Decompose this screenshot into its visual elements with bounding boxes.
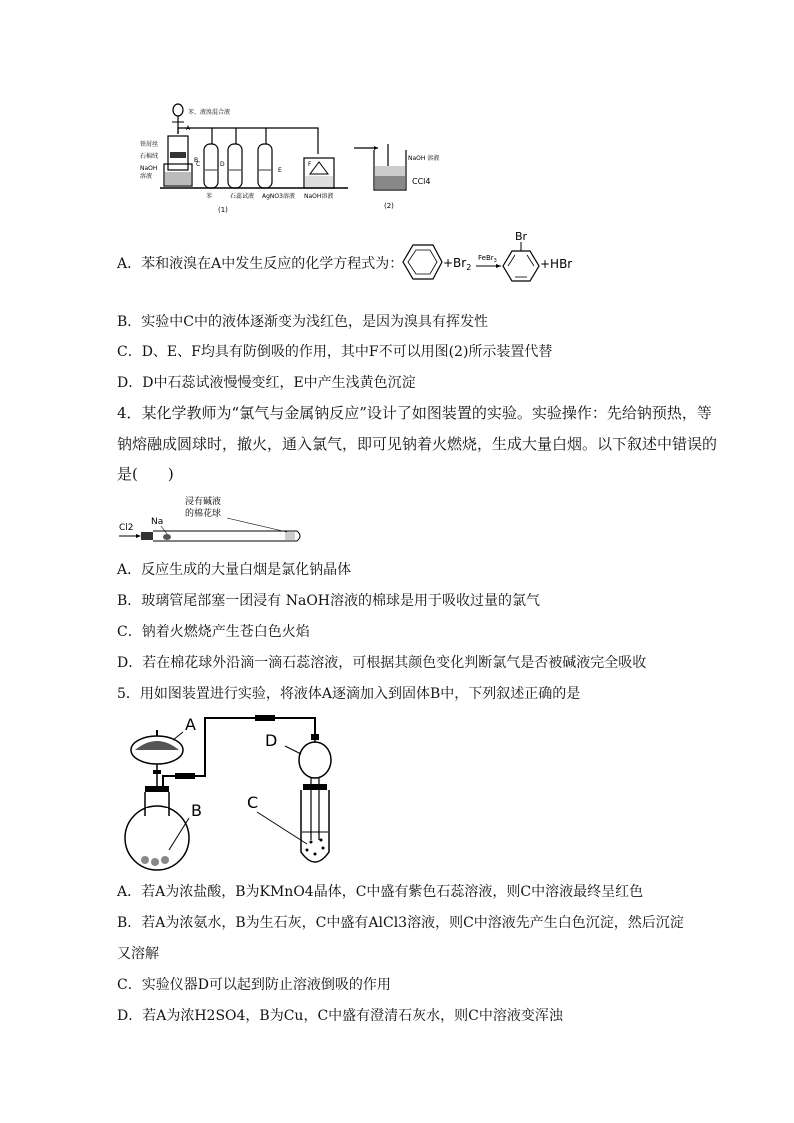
q4-stem-line-3: 是( )	[117, 465, 174, 483]
label-a: A	[185, 715, 196, 734]
label-mixture: 苯、液溴混合液	[188, 109, 231, 116]
label-e: E	[278, 167, 282, 174]
label-iron-wire: 铁屑丝	[140, 141, 159, 148]
q4-stem-line-2: 钠熔融成圆球时，撤火，通入氯气，即可见钠着火燃烧，生成大量白烟。以下叙述中错误的	[117, 435, 718, 453]
eq-br2: $+Br_2$	[443, 256, 472, 272]
caption-agno3: AgNO3溶液	[262, 193, 295, 200]
q5-option-d: D．若A为浓H2SO4，B为Cu，C中盛有澄清石灰水，则C中溶液变浑浊	[117, 1008, 563, 1024]
q3-equation-svg	[398, 230, 578, 294]
label-d: D	[265, 731, 278, 750]
q3-option-a	[117, 254, 403, 274]
label-naoh-right: NaOH 溶液	[408, 155, 440, 162]
label-naoh-left-2: 溶液	[140, 173, 153, 180]
q5-apparatus-figure	[115, 712, 345, 872]
label-cotton-1: 浸有碱液	[185, 497, 222, 507]
eq-catalyst: FeBr$_3$	[478, 254, 497, 264]
eq-hbr: +HBr	[540, 257, 573, 271]
label-na: Na	[151, 517, 164, 527]
q3-option-d: D．D中石蕊试液慢慢变红，E中产生浅黄色沉淀	[117, 375, 416, 391]
q5-apparatus-svg	[115, 712, 345, 872]
q4-option-b	[117, 591, 540, 611]
q5-option-a: A．若A为浓盐酸，B为KMnO4晶体，C中盛有紫色石蕊溶液，则C中溶液最终呈红色	[117, 884, 644, 900]
label-b: B	[191, 801, 202, 820]
caption-fig-1: (1)	[218, 206, 228, 214]
q3-option-c: C．D、E、F均具有防倒吸的作用，其中F不可以用图(2)所示装置代替	[117, 344, 553, 360]
label-cotton-2: 的棉花球	[185, 509, 222, 519]
q4-stem-line-1: 4．某化学教师为“氯气与金属钠反应”设计了如图装置的实验。实验操作：先给钠预热，等	[117, 404, 712, 422]
q5-stem: 5．用如图装置进行实验，将液体A逐滴加入到固体B中，下列叙述正确的是	[117, 686, 581, 702]
q3-option-b: B．实验中C中的液体逐渐变为浅红色，是因为溴具有挥发性	[117, 314, 488, 330]
label-c: C	[247, 793, 259, 812]
caption-benzene: 苯	[206, 193, 213, 200]
label-ccl4: CCl4	[412, 177, 431, 186]
label-d: D	[220, 161, 225, 168]
label-c: C	[196, 161, 201, 168]
label-asbestos: 石棉绒	[140, 153, 159, 160]
q3-option-a-text: A．苯和液溴在A中发生反应的化学方程式为：	[117, 256, 404, 272]
label-a: A	[186, 125, 191, 132]
q4-apparatus-svg	[117, 494, 317, 546]
label-naoh-left-1: NaOH	[140, 165, 158, 172]
caption-litmus: 石蕊试液	[230, 193, 255, 200]
q3-apparatus-figure	[138, 100, 458, 220]
label-b: B	[194, 157, 199, 164]
q5-option-b-line-1: B．若A为浓氨水，B为生石灰，C中盛有AlCl3溶液，则C中溶液先产生白色沉淀，然后沉淀	[117, 915, 684, 931]
caption-fig-2: (2)	[384, 202, 394, 210]
q4-option-b-text: B．玻璃管尾部塞一团浸有 NaOH溶液的棉球是用于吸收过量的氯气	[117, 593, 541, 609]
label-cl2: Cl2	[119, 523, 134, 533]
q5-option-c: C．实验仪器D可以起到防止溶液倒吸的作用	[117, 977, 391, 993]
label-f: F	[308, 161, 312, 168]
q4-option-a: A．反应生成的大量白烟是氯化钠晶体	[117, 562, 352, 578]
q3-equation	[398, 230, 578, 294]
q3-apparatus-svg	[138, 100, 458, 220]
q4-option-c: C．钠着火燃烧产生苍白色火焰	[117, 624, 310, 640]
q5-option-b-line-2: 又溶解	[117, 946, 159, 962]
eq-br-substituent: Br	[515, 230, 528, 243]
q4-apparatus-figure	[117, 494, 317, 546]
caption-naoh: NaOH溶液	[304, 193, 334, 200]
q4-option-d: D．若在棉花球外沿滴一滴石蕊溶液，可根据其颜色变化判断氯气是否被碱液完全吸收	[117, 655, 647, 671]
